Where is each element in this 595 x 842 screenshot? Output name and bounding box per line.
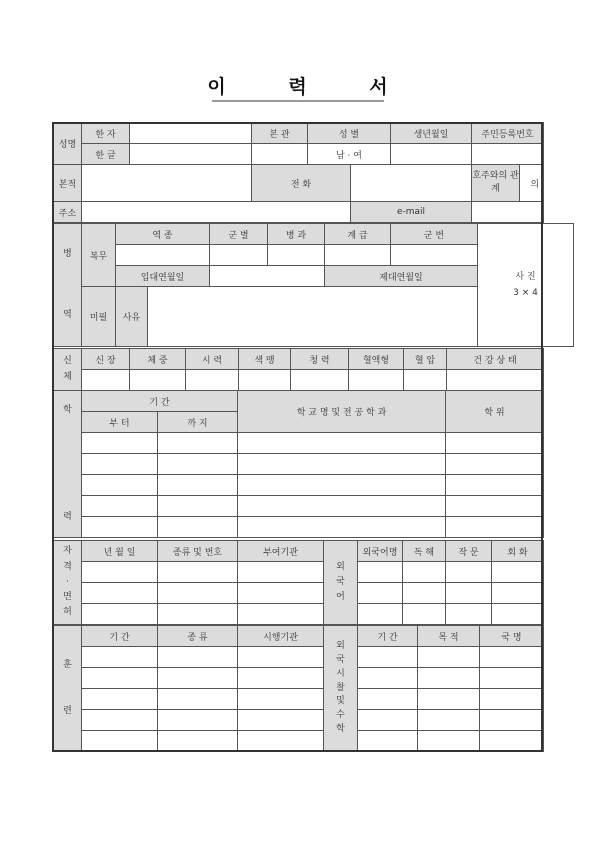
- reading-field[interactable]: [403, 604, 446, 625]
- edu-to-field[interactable]: [158, 517, 238, 538]
- body-label: [54, 349, 82, 391]
- license-issuer-field[interactable]: [238, 604, 324, 625]
- writing-field[interactable]: [446, 604, 492, 625]
- col-health: 건 강 상 태: [447, 349, 544, 370]
- edu-from-field[interactable]: [82, 496, 158, 517]
- health-field[interactable]: [447, 370, 544, 391]
- col-bloodtype: 혈액형: [349, 349, 404, 370]
- training-period-field[interactable]: [82, 689, 158, 710]
- height-field[interactable]: [82, 370, 130, 391]
- training-org-field[interactable]: [238, 731, 324, 752]
- col-writing: 작 문: [446, 541, 492, 562]
- phone-field[interactable]: [351, 165, 472, 202]
- address-label: 주소: [54, 202, 82, 223]
- table-row: [54, 562, 544, 583]
- col-license-type: 종류 및 번호: [158, 541, 238, 562]
- period-label: 기 간: [82, 391, 238, 412]
- speaking-field[interactable]: [492, 604, 544, 625]
- edu-to-field[interactable]: [158, 496, 238, 517]
- license-label-1: 격: [63, 561, 72, 572]
- col-service-type: 역 종: [116, 224, 210, 245]
- page-title: 이 력 서: [207, 76, 416, 98]
- reason-field[interactable]: [148, 287, 478, 347]
- table-row: [54, 731, 544, 752]
- col-abroad-period: 기 간: [358, 626, 418, 647]
- language-name-field[interactable]: [358, 562, 403, 583]
- abroad-period-field[interactable]: [358, 668, 418, 689]
- military-label-top: 병: [63, 248, 72, 259]
- edu-to-field[interactable]: [158, 433, 238, 454]
- photo-size: 3 × 4: [513, 288, 538, 298]
- hanja-name-field[interactable]: [130, 123, 252, 144]
- eyesight-field[interactable]: [186, 370, 239, 391]
- license-type-field[interactable]: [158, 604, 238, 625]
- education-label-top: 학: [63, 404, 72, 415]
- rank-field[interactable]: [325, 245, 391, 266]
- photo-label: 사 진: [515, 271, 536, 282]
- license-date-field[interactable]: [82, 604, 158, 625]
- specialty-field[interactable]: [268, 245, 325, 266]
- col-service-no: 군 번: [391, 224, 478, 245]
- license-type-field[interactable]: [158, 583, 238, 604]
- col-height: 신 장: [82, 349, 130, 370]
- abroad-purpose-field[interactable]: [418, 710, 480, 731]
- abroad-period-field[interactable]: [358, 647, 418, 668]
- training-type-field[interactable]: [158, 710, 238, 731]
- relation-suffix: 의: [530, 179, 540, 190]
- speaking-field[interactable]: [492, 583, 544, 604]
- training-type-field[interactable]: [158, 668, 238, 689]
- abroad-period-field[interactable]: [358, 689, 418, 710]
- training-type-field[interactable]: [158, 731, 238, 752]
- col-eyesight: 시 력: [186, 349, 239, 370]
- col-language-name: 외국어명: [358, 541, 403, 562]
- license-label: [54, 541, 82, 625]
- edu-to-field[interactable]: [158, 454, 238, 475]
- edu-from-field[interactable]: [82, 475, 158, 496]
- table-row: [54, 689, 544, 710]
- col-license-issuer: 부여기관: [238, 541, 324, 562]
- edu-degree-field[interactable]: [446, 496, 544, 517]
- license-type-field[interactable]: [158, 562, 238, 583]
- edu-from-field[interactable]: [82, 433, 158, 454]
- license-issuer-field[interactable]: [238, 583, 324, 604]
- language-name-field[interactable]: [358, 583, 403, 604]
- training-label-top: 훈: [63, 659, 72, 670]
- body-label-top: 신: [63, 356, 72, 367]
- weight-field[interactable]: [130, 370, 186, 391]
- edu-school-field[interactable]: [238, 517, 446, 538]
- from-label: 부 터: [82, 412, 158, 433]
- enlist-field[interactable]: [210, 266, 325, 287]
- col-training-org: 시행기관: [238, 626, 324, 647]
- hangul-name-field[interactable]: [130, 144, 252, 165]
- hangul-label: 한 글: [82, 144, 130, 165]
- training-label-bottom: 련: [63, 705, 72, 716]
- license-table: [53, 540, 544, 625]
- personal-info-table: [53, 122, 544, 223]
- abroad-label-1: 국: [336, 654, 345, 665]
- col-training-type: 종 류: [158, 626, 238, 647]
- education-table: [53, 390, 544, 538]
- edu-school-field[interactable]: [238, 454, 446, 475]
- reading-field[interactable]: [403, 562, 446, 583]
- table-row: [54, 454, 544, 475]
- abroad-period-field[interactable]: [358, 710, 418, 731]
- hearing-field[interactable]: [291, 370, 349, 391]
- training-table: [53, 625, 544, 752]
- photo-box: [478, 224, 574, 347]
- served-label: 복무: [82, 224, 116, 287]
- unserved-label: 미필: [82, 287, 116, 347]
- license-label-3: 면: [63, 592, 72, 603]
- hanja-label: 한 자: [82, 123, 130, 144]
- abroad-purpose-field[interactable]: [418, 731, 480, 752]
- colorblind-field[interactable]: [239, 370, 291, 391]
- col-weight: 체 중: [130, 349, 186, 370]
- education-label-bottom: 력: [63, 511, 72, 522]
- training-period-field[interactable]: [82, 668, 158, 689]
- col-abroad-country: 국 명: [480, 626, 544, 647]
- col-hearing: 청 력: [291, 349, 349, 370]
- abroad-country-field[interactable]: [480, 668, 544, 689]
- training-period-field[interactable]: [82, 647, 158, 668]
- email-label: e-mail: [351, 202, 472, 223]
- domicile-field[interactable]: [82, 165, 252, 202]
- col-license-date: 년 월 일: [82, 541, 158, 562]
- abroad-country-field[interactable]: [480, 731, 544, 752]
- training-org-field[interactable]: [238, 647, 324, 668]
- license-label-4: 허: [63, 607, 72, 618]
- abroad-purpose-field[interactable]: [418, 647, 480, 668]
- bongwan-field[interactable]: [252, 144, 308, 165]
- service-no-field[interactable]: [391, 245, 478, 266]
- table-row: [54, 583, 544, 604]
- col-specialty: 병 과: [268, 224, 325, 245]
- col-colorblind: 색 맹: [239, 349, 291, 370]
- license-date-field[interactable]: [82, 562, 158, 583]
- writing-field[interactable]: [446, 583, 492, 604]
- col-reading: 독 해: [403, 541, 446, 562]
- abroad-purpose-field[interactable]: [418, 689, 480, 710]
- domicile-label: 본적: [54, 165, 82, 202]
- title-underline: [212, 100, 384, 102]
- service-type-field[interactable]: [116, 245, 210, 266]
- abroad-purpose-field[interactable]: [418, 668, 480, 689]
- name-label: 성명: [54, 123, 82, 165]
- edu-from-field[interactable]: [82, 517, 158, 538]
- abroad-label-5: 수: [336, 710, 345, 721]
- table-row: [54, 475, 544, 496]
- col-speaking: 회 화: [492, 541, 544, 562]
- abroad-period-field[interactable]: [358, 731, 418, 752]
- edu-school-field[interactable]: [238, 433, 446, 454]
- language-label: [324, 541, 358, 625]
- training-org-field[interactable]: [238, 689, 324, 710]
- abroad-label-0: 외: [336, 640, 345, 651]
- enlist-label: 입대연월일: [116, 266, 210, 287]
- abroad-country-field[interactable]: [480, 647, 544, 668]
- table-row: [54, 647, 544, 668]
- bongwan-label: 본 관: [252, 123, 308, 144]
- reason-label: 사유: [116, 287, 148, 347]
- training-period-field[interactable]: [82, 710, 158, 731]
- table-row: [54, 496, 544, 517]
- bloodpressure-field[interactable]: [404, 370, 447, 391]
- abroad-label-2: 시: [336, 668, 345, 679]
- reading-field[interactable]: [403, 583, 446, 604]
- gender-label: 성 별: [308, 123, 391, 144]
- training-type-field[interactable]: [158, 689, 238, 710]
- col-bloodpressure: 혈 압: [404, 349, 447, 370]
- edu-school-field[interactable]: [238, 496, 446, 517]
- table-row: [54, 433, 544, 454]
- bloodtype-field[interactable]: [349, 370, 404, 391]
- table-row: [54, 604, 544, 625]
- col-rank: 계 급: [325, 224, 391, 245]
- branch-field[interactable]: [210, 245, 268, 266]
- col-training-period: 기 간: [82, 626, 158, 647]
- abroad-label-3: 찰: [336, 682, 345, 693]
- relation-field[interactable]: [520, 165, 544, 202]
- abroad-label: [324, 626, 358, 752]
- license-date-field[interactable]: [82, 583, 158, 604]
- speaking-field[interactable]: [492, 562, 544, 583]
- education-label: [54, 391, 82, 538]
- gender-field[interactable]: 남 · 여: [308, 144, 391, 165]
- body-table: [53, 348, 544, 391]
- resident-no-field[interactable]: [472, 144, 544, 165]
- col-branch: 군 별: [210, 224, 268, 245]
- language-label-0: 외: [336, 561, 345, 572]
- training-org-field[interactable]: [238, 668, 324, 689]
- table-row: [54, 668, 544, 689]
- relation-label: 호주와의 관계: [472, 165, 520, 202]
- edu-school-field[interactable]: [238, 475, 446, 496]
- military-label-bottom: 역: [63, 309, 72, 320]
- writing-field[interactable]: [446, 562, 492, 583]
- body-label-bottom: 체: [63, 371, 72, 382]
- license-issuer-field[interactable]: [238, 562, 324, 583]
- military-label: [54, 224, 82, 347]
- table-row: [54, 710, 544, 731]
- resident-no-label: 주민등록번호: [472, 123, 544, 144]
- edu-to-field[interactable]: [158, 475, 238, 496]
- abroad-label-6: 학: [336, 724, 345, 735]
- abroad-label-4: 및: [336, 696, 345, 707]
- abroad-country-field[interactable]: [480, 710, 544, 731]
- language-name-field[interactable]: [358, 604, 403, 625]
- edu-degree-field[interactable]: [446, 433, 544, 454]
- school-label: 학 교 명 및 전 공 학 과: [238, 391, 446, 433]
- col-abroad-purpose: 목 적: [418, 626, 480, 647]
- license-label-0: 자: [63, 546, 72, 557]
- training-label: [54, 626, 82, 752]
- edu-from-field[interactable]: [82, 454, 158, 475]
- license-label-2: ·: [66, 576, 69, 587]
- address-field[interactable]: [82, 202, 351, 223]
- language-label-1: 국: [336, 576, 345, 587]
- table-row: [54, 517, 544, 538]
- discharge-label: 제대연월일: [325, 266, 478, 287]
- email-field[interactable]: [472, 202, 544, 223]
- training-period-field[interactable]: [82, 731, 158, 752]
- training-type-field[interactable]: [158, 647, 238, 668]
- edu-degree-field[interactable]: [446, 454, 544, 475]
- phone-label: 전 화: [252, 165, 351, 202]
- military-table: [53, 223, 574, 347]
- edu-degree-field[interactable]: [446, 475, 544, 496]
- language-label-2: 어: [336, 592, 345, 603]
- to-label: 까 지: [158, 412, 238, 433]
- abroad-country-field[interactable]: [480, 689, 544, 710]
- training-org-field[interactable]: [238, 710, 324, 731]
- birthdate-field[interactable]: [391, 144, 472, 165]
- degree-label: 학 위: [446, 391, 544, 433]
- birthdate-label: 생년월일: [391, 123, 472, 144]
- edu-degree-field[interactable]: [446, 517, 544, 538]
